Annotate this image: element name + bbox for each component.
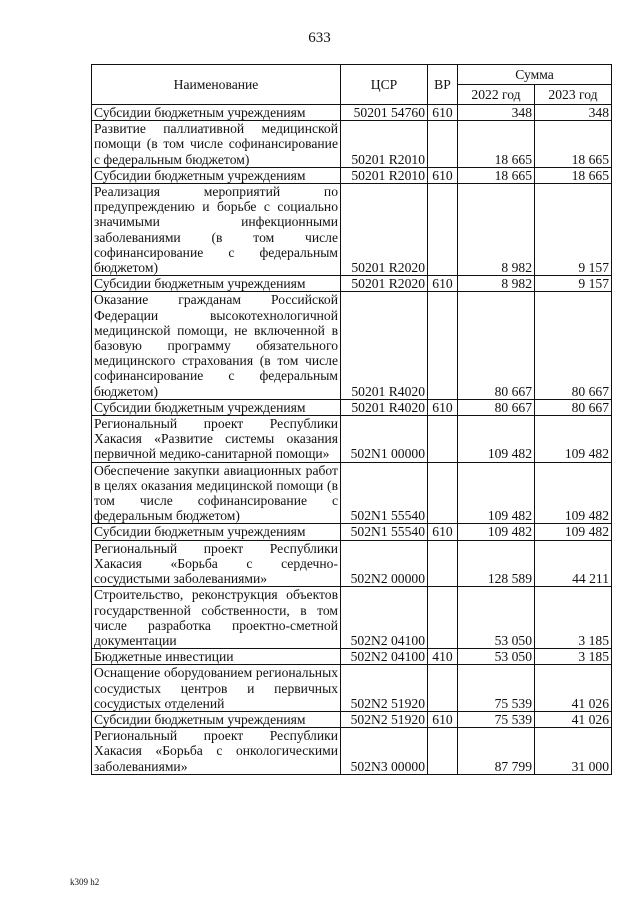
row-csr: 50201 R2010 xyxy=(341,121,428,168)
row-vr xyxy=(428,540,458,587)
row-vr xyxy=(428,587,458,649)
table-row xyxy=(92,399,612,415)
row-vr: 610 xyxy=(428,167,458,183)
table-row xyxy=(92,276,612,292)
header-sum: Сумма xyxy=(458,65,612,85)
row-sum-2022: 128 589 xyxy=(458,540,535,587)
header-name: Наименование xyxy=(92,65,341,105)
row-sum-2023: 109 482 xyxy=(535,416,612,463)
row-sum-2022: 75 539 xyxy=(458,711,535,727)
row-sum-2023: 109 482 xyxy=(535,462,612,524)
row-csr: 502N1 55540 xyxy=(341,462,428,524)
row-csr: 502N2 51920 xyxy=(341,665,428,712)
row-name: Субсидии бюджетным учреждениям xyxy=(92,711,341,727)
row-vr: 610 xyxy=(428,105,458,121)
header-vr: ВР xyxy=(428,65,458,105)
row-csr: 502N2 04100 xyxy=(341,649,428,665)
row-csr: 502N2 04100 xyxy=(341,587,428,649)
header-year-2022: 2022 год xyxy=(458,85,535,105)
row-vr: 610 xyxy=(428,399,458,415)
row-sum-2023: 3 185 xyxy=(535,587,612,649)
row-csr: 502N2 51920 xyxy=(341,711,428,727)
row-vr xyxy=(428,462,458,524)
row-vr xyxy=(428,665,458,712)
row-csr: 50201 R2020 xyxy=(341,276,428,292)
row-name: Субсидии бюджетным учреждениям xyxy=(92,105,341,121)
table-row xyxy=(92,728,612,775)
row-sum-2023: 18 665 xyxy=(535,121,612,168)
row-sum-2022: 8 982 xyxy=(458,184,535,276)
row-sum-2022: 8 982 xyxy=(458,276,535,292)
row-sum-2022: 80 667 xyxy=(458,399,535,415)
row-vr: 610 xyxy=(428,711,458,727)
row-sum-2023: 41 026 xyxy=(535,711,612,727)
table-row xyxy=(92,416,612,463)
row-vr: 410 xyxy=(428,649,458,665)
row-csr: 50201 54760 xyxy=(341,105,428,121)
row-csr: 50201 R4020 xyxy=(341,292,428,399)
row-sum-2022: 109 482 xyxy=(458,416,535,463)
row-name: Субсидии бюджетным учреждениям xyxy=(92,276,341,292)
row-csr: 502N1 55540 xyxy=(341,524,428,540)
table-row xyxy=(92,587,612,649)
table-row xyxy=(92,292,612,399)
table-row xyxy=(92,649,612,665)
table-row xyxy=(92,524,612,540)
row-name: Оснащение оборудованием региональных сосудистых центров и первичных сосудистых отделений xyxy=(92,665,341,712)
row-vr: 610 xyxy=(428,524,458,540)
row-sum-2023: 348 xyxy=(535,105,612,121)
row-sum-2022: 18 665 xyxy=(458,121,535,168)
table-row xyxy=(92,540,612,587)
row-csr: 502N1 00000 xyxy=(341,416,428,463)
row-name: Развитие паллиативной медицинской помощи (в том числе софинансирование с федеральным бюджетом) xyxy=(92,121,341,168)
row-sum-2023: 9 157 xyxy=(535,184,612,276)
row-sum-2023: 18 665 xyxy=(535,167,612,183)
row-sum-2023: 44 211 xyxy=(535,540,612,587)
row-sum-2022: 109 482 xyxy=(458,524,535,540)
row-sum-2023: 109 482 xyxy=(535,524,612,540)
row-sum-2022: 75 539 xyxy=(458,665,535,712)
budget-table xyxy=(91,64,612,775)
row-sum-2022: 18 665 xyxy=(458,167,535,183)
row-name: Оказание гражданам Российской Федерации высокотехнологичной медицинской помощи, не включенной в базовую программу обязательного медицинского страхования (в том числе софинансирование с федеральным бюджетом) xyxy=(92,292,341,399)
table-row xyxy=(92,711,612,727)
row-sum-2023: 80 667 xyxy=(535,399,612,415)
row-sum-2022: 348 xyxy=(458,105,535,121)
row-vr xyxy=(428,292,458,399)
row-name: Субсидии бюджетным учреждениям xyxy=(92,524,341,540)
table-row xyxy=(92,184,612,276)
row-vr xyxy=(428,416,458,463)
table-row xyxy=(92,462,612,524)
row-sum-2023: 41 026 xyxy=(535,665,612,712)
row-sum-2022: 53 050 xyxy=(458,649,535,665)
row-sum-2022: 109 482 xyxy=(458,462,535,524)
table-row xyxy=(92,105,612,121)
row-name: Субсидии бюджетным учреждениям xyxy=(92,167,341,183)
row-name: Региональный проект Республики Хакасия «Развитие системы оказания первичной медико-санитарной помощи» xyxy=(92,416,341,463)
row-sum-2023: 9 157 xyxy=(535,276,612,292)
row-csr: 50201 R2010 xyxy=(341,167,428,183)
row-name: Региональный проект Республики Хакасия «Борьба с онкологическими заболеваниями» xyxy=(92,728,341,775)
row-csr: 50201 R4020 xyxy=(341,399,428,415)
row-vr xyxy=(428,121,458,168)
row-sum-2022: 87 799 xyxy=(458,728,535,775)
row-name: Бюджетные инвестиции xyxy=(92,649,341,665)
row-vr xyxy=(428,728,458,775)
row-csr: 502N2 00000 xyxy=(341,540,428,587)
row-vr xyxy=(428,184,458,276)
row-name: Обеспечение закупки авиационных работ в целях оказания медицинской помощи (в том числе софинансирование с федеральным бюджетом) xyxy=(92,462,341,524)
table-row xyxy=(92,121,612,168)
row-sum-2023: 3 185 xyxy=(535,649,612,665)
row-name: Субсидии бюджетным учреждениям xyxy=(92,399,341,415)
row-sum-2023: 80 667 xyxy=(535,292,612,399)
header-csr: ЦСР xyxy=(341,65,428,105)
table-row xyxy=(92,167,612,183)
table-row xyxy=(92,665,612,712)
row-vr: 610 xyxy=(428,276,458,292)
row-name: Реализация мероприятий по предупреждению и борьбе с социально значимыми инфекционными заболеваниями (в том числе софинансирование с федеральным бюджетом) xyxy=(92,184,341,276)
header-year-2023: 2023 год xyxy=(535,85,612,105)
row-csr: 502N3 00000 xyxy=(341,728,428,775)
footer-code: k309 h2 xyxy=(70,877,100,887)
row-name: Региональный проект Республики Хакасия «Борьба с сердечно-сосудистыми заболеваниями» xyxy=(92,540,341,587)
row-sum-2022: 53 050 xyxy=(458,587,535,649)
row-sum-2023: 31 000 xyxy=(535,728,612,775)
row-name: Строительство, реконструкция объектов государственной собственности, в том числе разработка проектно-сметной документации xyxy=(92,587,341,649)
page-number: 633 xyxy=(308,30,331,46)
row-sum-2022: 80 667 xyxy=(458,292,535,399)
table-body xyxy=(92,105,612,775)
row-csr: 50201 R2020 xyxy=(341,184,428,276)
